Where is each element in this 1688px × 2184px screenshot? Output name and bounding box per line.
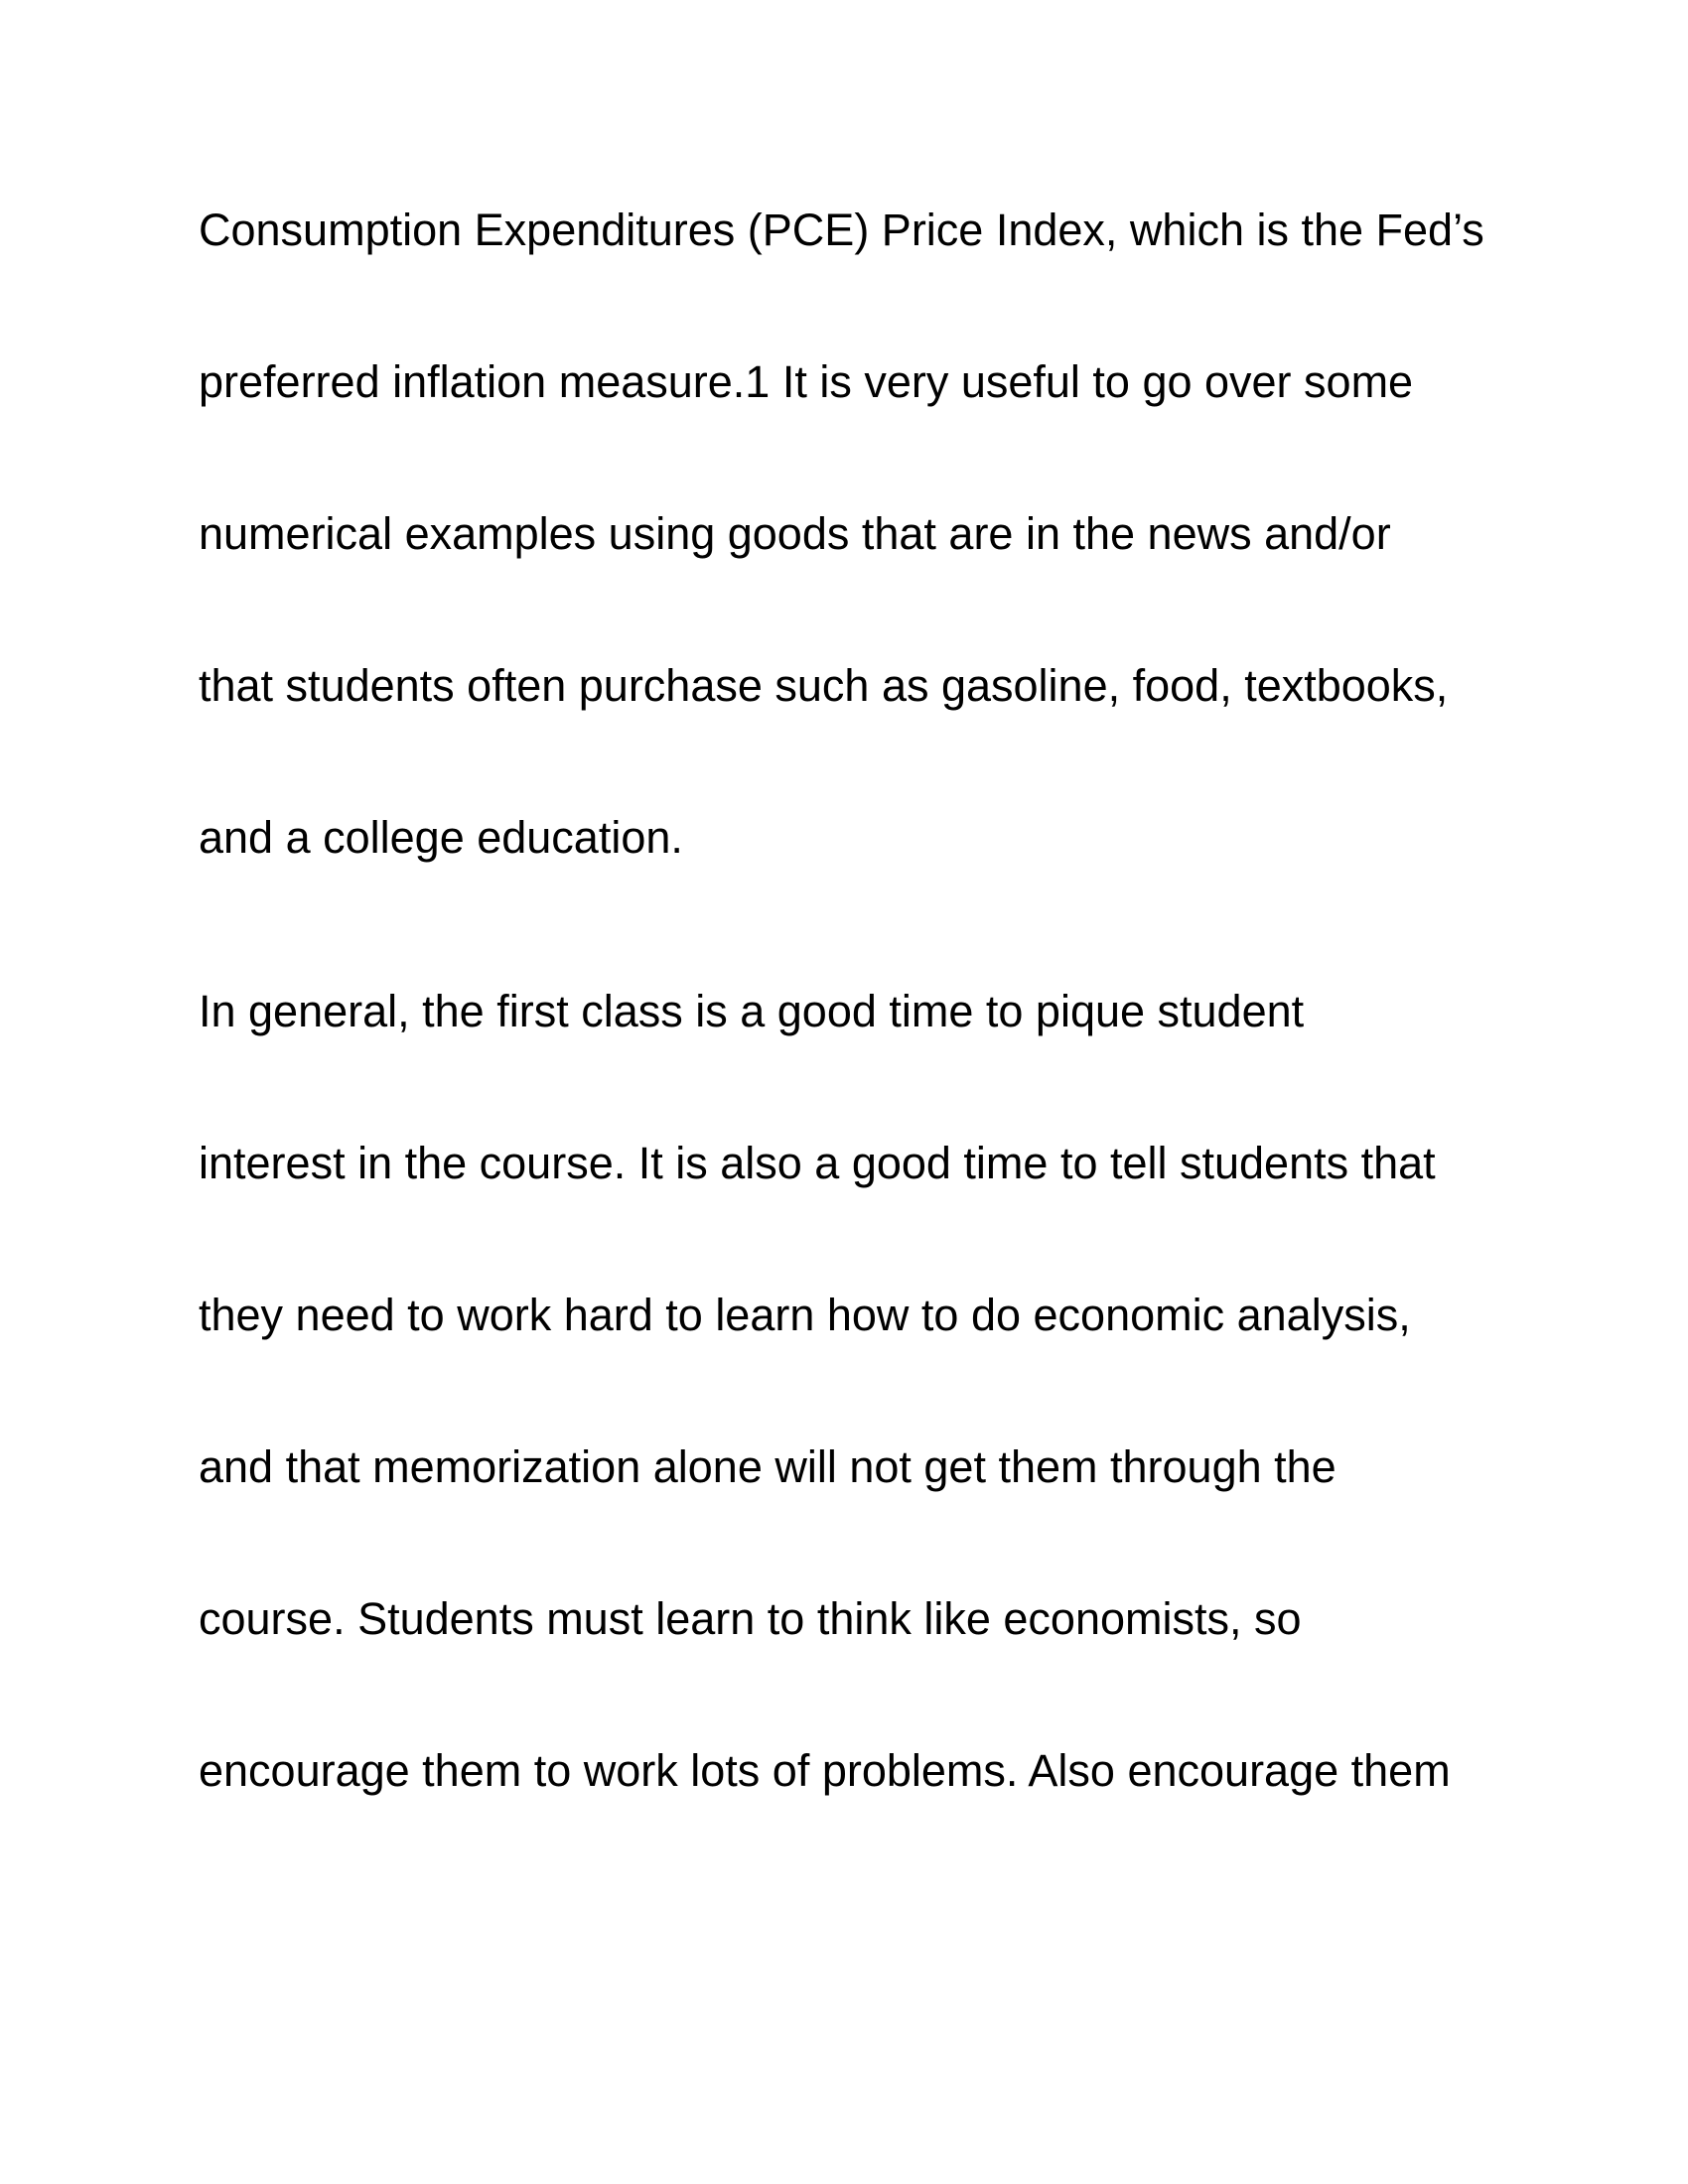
text-line: interest in the course. It is also a good time to tell students that xyxy=(199,1138,1436,1188)
text-line: encourage them to work lots of problems. Also encourage them xyxy=(199,1745,1451,1796)
text-line: In general, the first class is a good time to pique student xyxy=(199,986,1305,1036)
text-line: preferred inflation measure.1 It is very useful to go over some xyxy=(199,356,1414,407)
text-line: and a college education. xyxy=(199,812,683,863)
text-line: Consumption Expenditures (PCE) Price Index, which is the Fed’s xyxy=(199,205,1484,255)
text-line: numerical examples using goods that are in the news and/or xyxy=(199,508,1391,559)
text-line: and that memorization alone will not get them through the xyxy=(199,1441,1336,1492)
text-line: course. Students must learn to think like economists, so xyxy=(199,1593,1302,1644)
text-line: they need to work hard to learn how to do economic analysis, xyxy=(199,1290,1411,1340)
text-line: that students often purchase such as gasoline, food, textbooks, xyxy=(199,660,1449,711)
